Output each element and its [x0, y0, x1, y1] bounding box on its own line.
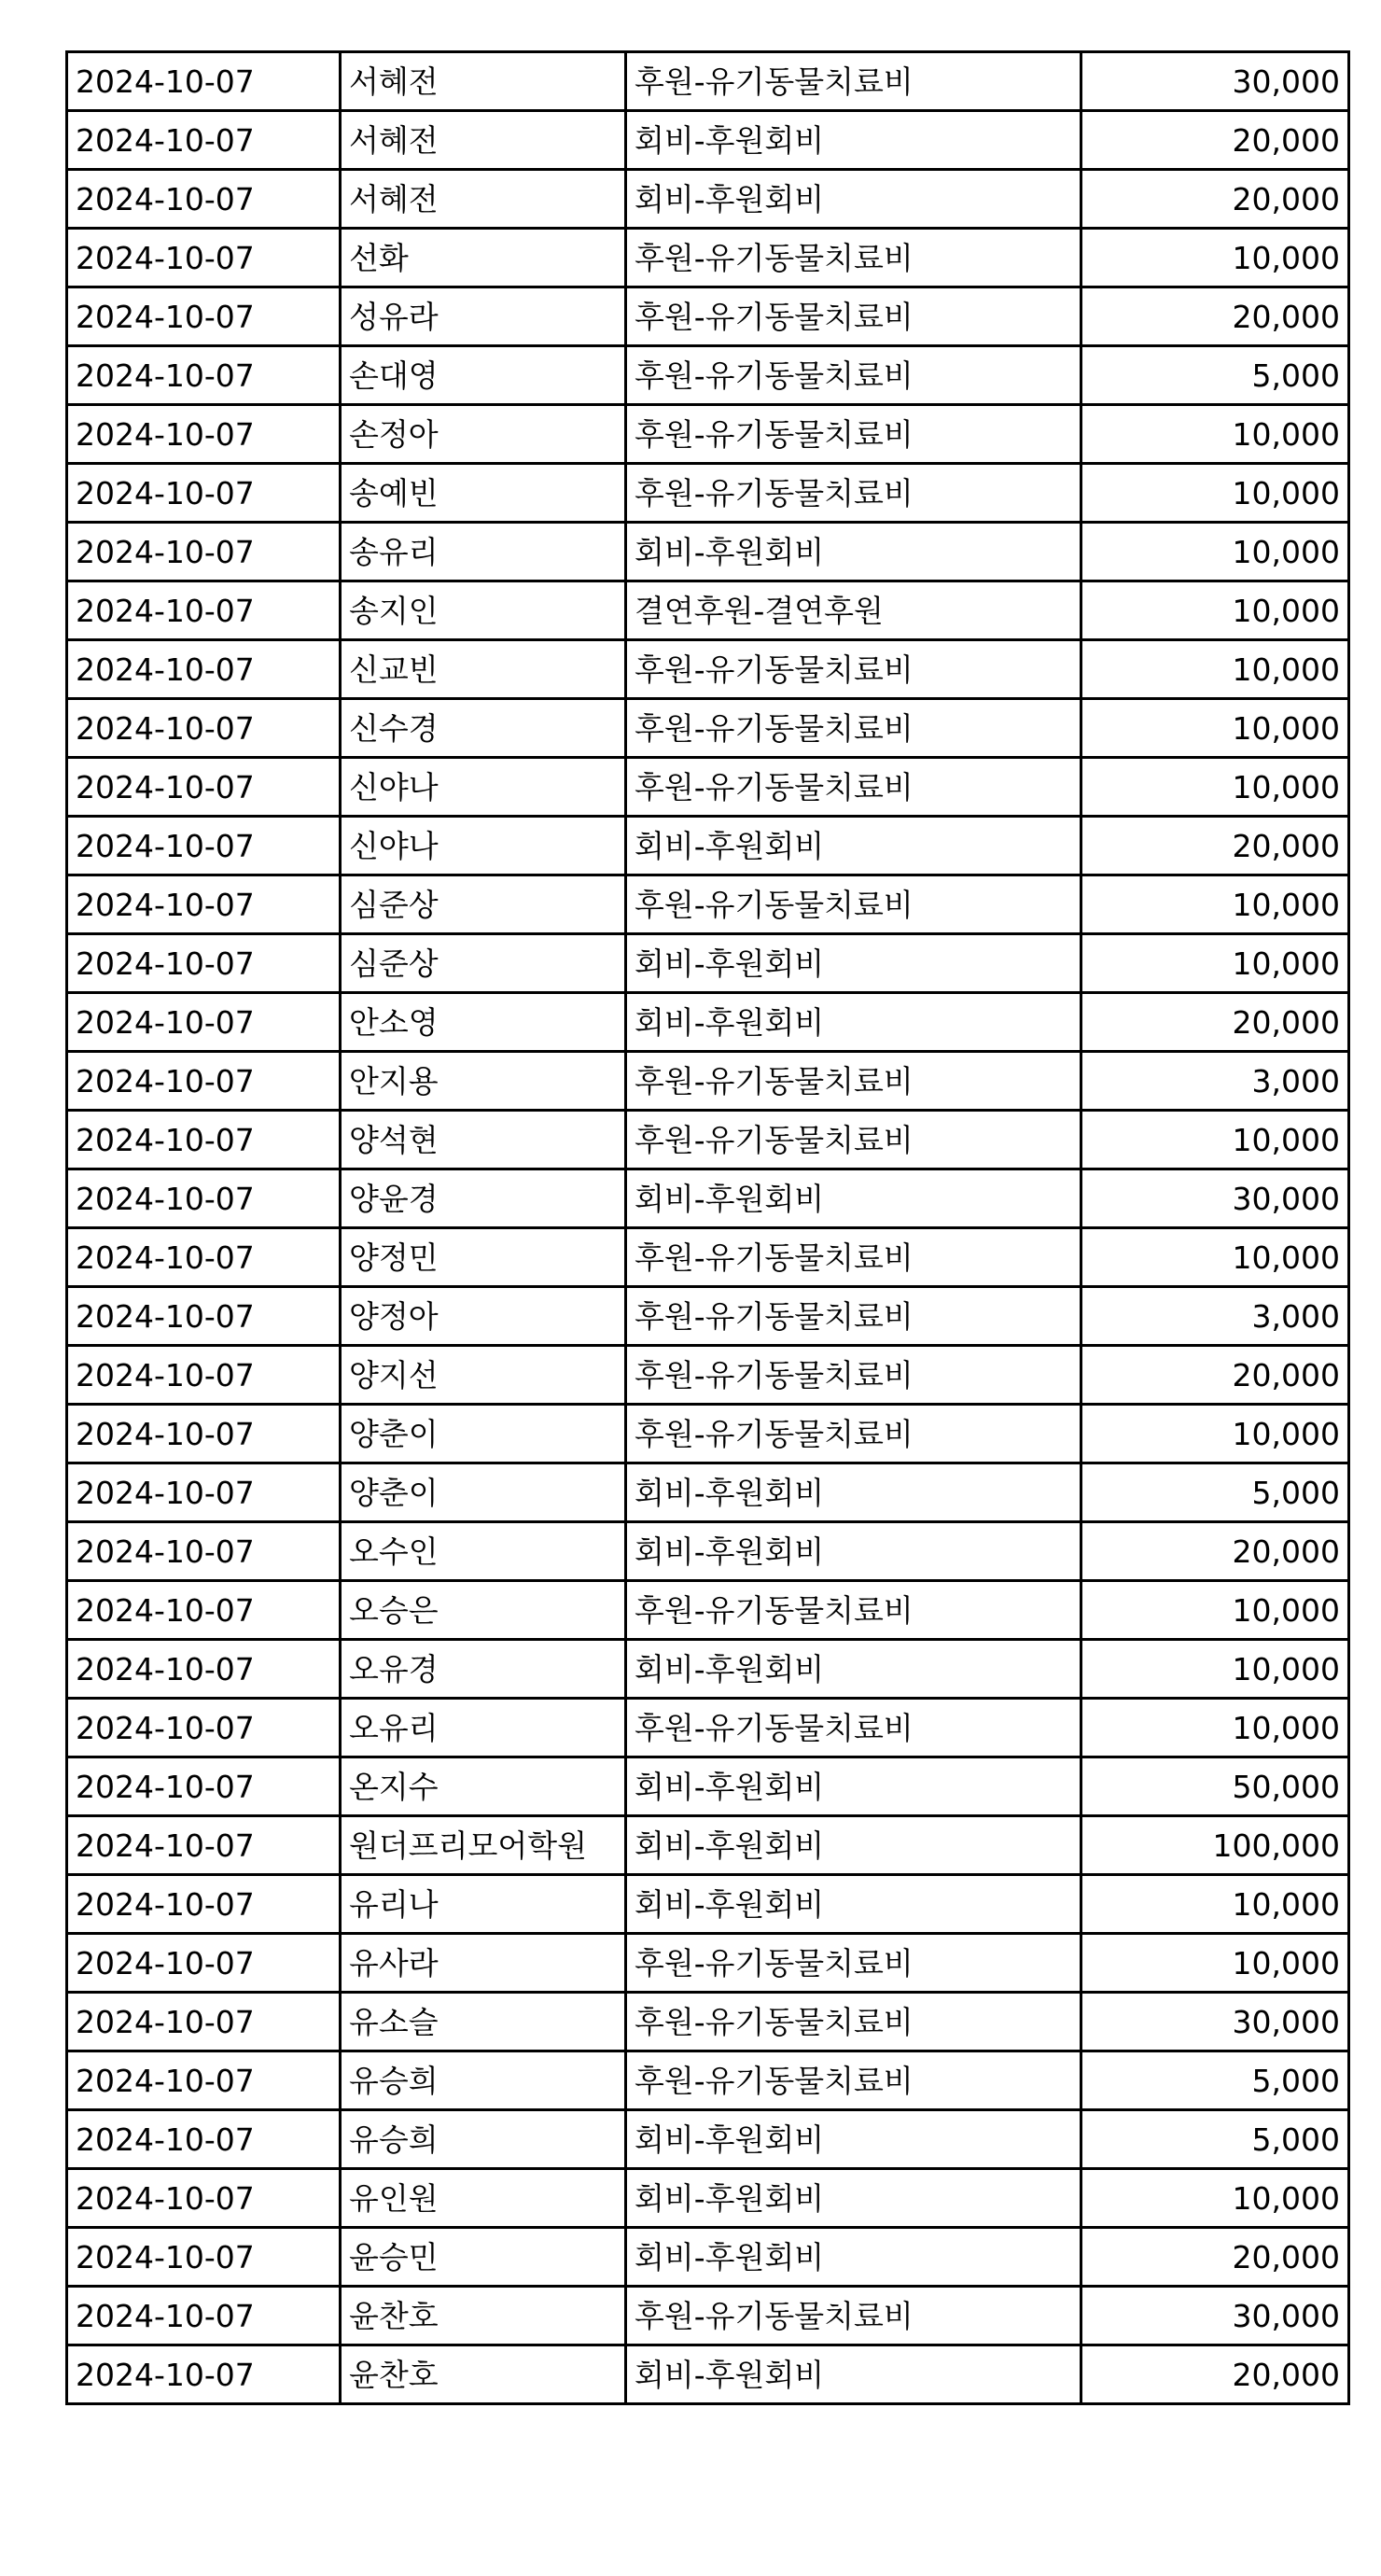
category-cell: 후원-유기동물치료비	[626, 52, 1081, 111]
table-row	[67, 1346, 1349, 1405]
category-cell: 후원-유기동물치료비	[626, 2287, 1081, 2345]
donor-name-cell: 윤승민	[341, 2228, 626, 2287]
table-row	[67, 1875, 1349, 1934]
date-cell: 2024-10-07	[67, 1052, 341, 1111]
donor-name-cell: 양지선	[341, 1346, 626, 1405]
date-cell: 2024-10-07	[67, 1287, 341, 1346]
date-cell: 2024-10-07	[67, 1934, 341, 1993]
category-cell: 회비-후원회비	[626, 1816, 1081, 1875]
table-row	[67, 1228, 1349, 1287]
category-cell: 회비-후원회비	[626, 817, 1081, 875]
amount-cell: 20,000	[1081, 287, 1349, 346]
category-cell: 회비-후원회비	[626, 2110, 1081, 2169]
amount-cell: 30,000	[1081, 52, 1349, 111]
amount-cell: 10,000	[1081, 523, 1349, 581]
amount-cell: 20,000	[1081, 2345, 1349, 2404]
date-cell: 2024-10-07	[67, 2169, 341, 2228]
table-row	[67, 934, 1349, 993]
donor-name-cell: 안지용	[341, 1052, 626, 1111]
donor-name-cell: 신교빈	[341, 640, 626, 699]
amount-cell: 10,000	[1081, 1405, 1349, 1463]
amount-cell: 10,000	[1081, 405, 1349, 464]
category-cell: 후원-유기동물치료비	[626, 1934, 1081, 1993]
donor-name-cell: 유소슬	[341, 1993, 626, 2051]
donor-name-cell: 선화	[341, 229, 626, 287]
amount-cell: 20,000	[1081, 993, 1349, 1052]
donor-name-cell: 안소영	[341, 993, 626, 1052]
category-cell: 회비-후원회비	[626, 993, 1081, 1052]
date-cell: 2024-10-07	[67, 52, 341, 111]
amount-cell: 10,000	[1081, 640, 1349, 699]
amount-cell: 3,000	[1081, 1287, 1349, 1346]
donor-name-cell: 송예빈	[341, 464, 626, 523]
category-cell: 후원-유기동물치료비	[626, 1346, 1081, 1405]
category-cell: 후원-유기동물치료비	[626, 699, 1081, 758]
category-cell: 후원-유기동물치료비	[626, 875, 1081, 934]
date-cell: 2024-10-07	[67, 1581, 341, 1640]
donor-name-cell: 오유경	[341, 1640, 626, 1699]
date-cell: 2024-10-07	[67, 758, 341, 817]
donor-name-cell: 유승희	[341, 2051, 626, 2110]
date-cell: 2024-10-07	[67, 229, 341, 287]
donor-name-cell: 서혜전	[341, 170, 626, 229]
table-row	[67, 2051, 1349, 2110]
date-cell: 2024-10-07	[67, 1640, 341, 1699]
amount-cell: 10,000	[1081, 464, 1349, 523]
table-row	[67, 170, 1349, 229]
date-cell: 2024-10-07	[67, 1699, 341, 1757]
amount-cell: 5,000	[1081, 2051, 1349, 2110]
donor-name-cell: 손정아	[341, 405, 626, 464]
donor-name-cell: 온지수	[341, 1757, 626, 1816]
amount-cell: 10,000	[1081, 1699, 1349, 1757]
donor-name-cell: 유리나	[341, 1875, 626, 1934]
amount-cell: 10,000	[1081, 934, 1349, 993]
category-cell: 후원-유기동물치료비	[626, 2051, 1081, 2110]
amount-cell: 10,000	[1081, 1228, 1349, 1287]
date-cell: 2024-10-07	[67, 640, 341, 699]
amount-cell: 5,000	[1081, 346, 1349, 405]
donor-name-cell: 서혜전	[341, 52, 626, 111]
date-cell: 2024-10-07	[67, 2287, 341, 2345]
category-cell: 회비-후원회비	[626, 170, 1081, 229]
table-row	[67, 1169, 1349, 1228]
amount-cell: 10,000	[1081, 1934, 1349, 1993]
table-row	[67, 2169, 1349, 2228]
category-cell: 회비-후원회비	[626, 1463, 1081, 1522]
amount-cell: 10,000	[1081, 758, 1349, 817]
donor-name-cell: 성유라	[341, 287, 626, 346]
donor-name-cell: 오유리	[341, 1699, 626, 1757]
table-row	[67, 1757, 1349, 1816]
date-cell: 2024-10-07	[67, 1993, 341, 2051]
category-cell: 후원-유기동물치료비	[626, 346, 1081, 405]
date-cell: 2024-10-07	[67, 287, 341, 346]
amount-cell: 3,000	[1081, 1052, 1349, 1111]
date-cell: 2024-10-07	[67, 1757, 341, 1816]
donor-name-cell: 양정아	[341, 1287, 626, 1346]
amount-cell: 30,000	[1081, 2287, 1349, 2345]
amount-cell: 10,000	[1081, 1111, 1349, 1169]
amount-cell: 50,000	[1081, 1757, 1349, 1816]
donation-ledger-table	[65, 50, 1350, 2405]
donor-name-cell: 송유리	[341, 523, 626, 581]
date-cell: 2024-10-07	[67, 993, 341, 1052]
amount-cell: 20,000	[1081, 1346, 1349, 1405]
date-cell: 2024-10-07	[67, 581, 341, 640]
amount-cell: 10,000	[1081, 229, 1349, 287]
amount-cell: 10,000	[1081, 1640, 1349, 1699]
table-row	[67, 229, 1349, 287]
category-cell: 후원-유기동물치료비	[626, 1993, 1081, 2051]
donor-name-cell: 양정민	[341, 1228, 626, 1287]
donor-name-cell: 양춘이	[341, 1405, 626, 1463]
amount-cell: 20,000	[1081, 817, 1349, 875]
table-row	[67, 640, 1349, 699]
category-cell: 회비-후원회비	[626, 2169, 1081, 2228]
ledger-body	[67, 52, 1349, 2404]
category-cell: 후원-유기동물치료비	[626, 287, 1081, 346]
category-cell: 후원-유기동물치료비	[626, 1052, 1081, 1111]
date-cell: 2024-10-07	[67, 2345, 341, 2404]
table-row	[67, 2228, 1349, 2287]
category-cell: 후원-유기동물치료비	[626, 1111, 1081, 1169]
date-cell: 2024-10-07	[67, 1463, 341, 1522]
date-cell: 2024-10-07	[67, 2051, 341, 2110]
donor-name-cell: 유사라	[341, 1934, 626, 1993]
category-cell: 후원-유기동물치료비	[626, 405, 1081, 464]
table-row	[67, 1581, 1349, 1640]
table-row	[67, 1287, 1349, 1346]
table-row	[67, 875, 1349, 934]
amount-cell: 30,000	[1081, 1169, 1349, 1228]
table-row	[67, 1463, 1349, 1522]
date-cell: 2024-10-07	[67, 1875, 341, 1934]
donor-name-cell: 양윤경	[341, 1169, 626, 1228]
category-cell: 회비-후원회비	[626, 934, 1081, 993]
table-row	[67, 1111, 1349, 1169]
table-row	[67, 464, 1349, 523]
table-row	[67, 1522, 1349, 1581]
amount-cell: 10,000	[1081, 581, 1349, 640]
donor-name-cell: 심준상	[341, 934, 626, 993]
category-cell: 회비-후원회비	[626, 111, 1081, 170]
amount-cell: 10,000	[1081, 1581, 1349, 1640]
category-cell: 회비-후원회비	[626, 523, 1081, 581]
amount-cell: 20,000	[1081, 1522, 1349, 1581]
category-cell: 후원-유기동물치료비	[626, 758, 1081, 817]
table-row	[67, 581, 1349, 640]
amount-cell: 5,000	[1081, 2110, 1349, 2169]
date-cell: 2024-10-07	[67, 111, 341, 170]
donor-name-cell: 신야나	[341, 817, 626, 875]
donor-name-cell: 윤찬호	[341, 2287, 626, 2345]
donor-name-cell: 오승은	[341, 1581, 626, 1640]
category-cell: 회비-후원회비	[626, 1640, 1081, 1699]
amount-cell: 5,000	[1081, 1463, 1349, 1522]
category-cell: 회비-후원회비	[626, 2228, 1081, 2287]
date-cell: 2024-10-07	[67, 346, 341, 405]
amount-cell: 20,000	[1081, 2228, 1349, 2287]
table-row	[67, 287, 1349, 346]
amount-cell: 30,000	[1081, 1993, 1349, 2051]
category-cell: 후원-유기동물치료비	[626, 464, 1081, 523]
donor-name-cell: 신수경	[341, 699, 626, 758]
donor-name-cell: 손대영	[341, 346, 626, 405]
date-cell: 2024-10-07	[67, 1405, 341, 1463]
amount-cell: 10,000	[1081, 699, 1349, 758]
table-row	[67, 1934, 1349, 1993]
date-cell: 2024-10-07	[67, 464, 341, 523]
donor-name-cell: 심준상	[341, 875, 626, 934]
date-cell: 2024-10-07	[67, 523, 341, 581]
table-row	[67, 993, 1349, 1052]
date-cell: 2024-10-07	[67, 1228, 341, 1287]
donor-name-cell: 오수인	[341, 1522, 626, 1581]
amount-cell: 20,000	[1081, 111, 1349, 170]
date-cell: 2024-10-07	[67, 405, 341, 464]
date-cell: 2024-10-07	[67, 170, 341, 229]
table-row	[67, 817, 1349, 875]
table-row	[67, 2110, 1349, 2169]
date-cell: 2024-10-07	[67, 1816, 341, 1875]
table-row	[67, 1052, 1349, 1111]
category-cell: 후원-유기동물치료비	[626, 1581, 1081, 1640]
table-row	[67, 2287, 1349, 2345]
donor-name-cell: 신야나	[341, 758, 626, 817]
category-cell: 회비-후원회비	[626, 1169, 1081, 1228]
date-cell: 2024-10-07	[67, 2228, 341, 2287]
amount-cell: 10,000	[1081, 875, 1349, 934]
table-row	[67, 2345, 1349, 2404]
table-row	[67, 1640, 1349, 1699]
table-row	[67, 111, 1349, 170]
amount-cell: 10,000	[1081, 2169, 1349, 2228]
category-cell: 후원-유기동물치료비	[626, 1228, 1081, 1287]
donor-name-cell: 양춘이	[341, 1463, 626, 1522]
table-row	[67, 523, 1349, 581]
date-cell: 2024-10-07	[67, 934, 341, 993]
donor-name-cell: 유인원	[341, 2169, 626, 2228]
donor-name-cell: 양석현	[341, 1111, 626, 1169]
table-row	[67, 758, 1349, 817]
table-row	[67, 346, 1349, 405]
table-row	[67, 1699, 1349, 1757]
table-row	[67, 52, 1349, 111]
donor-name-cell: 서혜전	[341, 111, 626, 170]
category-cell: 후원-유기동물치료비	[626, 229, 1081, 287]
date-cell: 2024-10-07	[67, 817, 341, 875]
category-cell: 후원-유기동물치료비	[626, 640, 1081, 699]
donor-name-cell: 송지인	[341, 581, 626, 640]
category-cell: 후원-유기동물치료비	[626, 1287, 1081, 1346]
category-cell: 후원-유기동물치료비	[626, 1699, 1081, 1757]
amount-cell: 20,000	[1081, 170, 1349, 229]
date-cell: 2024-10-07	[67, 699, 341, 758]
category-cell: 회비-후원회비	[626, 1757, 1081, 1816]
date-cell: 2024-10-07	[67, 1522, 341, 1581]
date-cell: 2024-10-07	[67, 1111, 341, 1169]
donor-name-cell: 유승희	[341, 2110, 626, 2169]
donor-name-cell: 윤찬호	[341, 2345, 626, 2404]
amount-cell: 10,000	[1081, 1875, 1349, 1934]
category-cell: 후원-유기동물치료비	[626, 1405, 1081, 1463]
table-row	[67, 699, 1349, 758]
date-cell: 2024-10-07	[67, 2110, 341, 2169]
category-cell: 회비-후원회비	[626, 2345, 1081, 2404]
donor-name-cell: 원더프리모어학원	[341, 1816, 626, 1875]
date-cell: 2024-10-07	[67, 1346, 341, 1405]
table-row	[67, 1993, 1349, 2051]
date-cell: 2024-10-07	[67, 875, 341, 934]
category-cell: 회비-후원회비	[626, 1522, 1081, 1581]
table-row	[67, 405, 1349, 464]
table-row	[67, 1816, 1349, 1875]
category-cell: 결연후원-결연후원	[626, 581, 1081, 640]
table-row	[67, 1405, 1349, 1463]
date-cell: 2024-10-07	[67, 1169, 341, 1228]
amount-cell: 100,000	[1081, 1816, 1349, 1875]
category-cell: 회비-후원회비	[626, 1875, 1081, 1934]
